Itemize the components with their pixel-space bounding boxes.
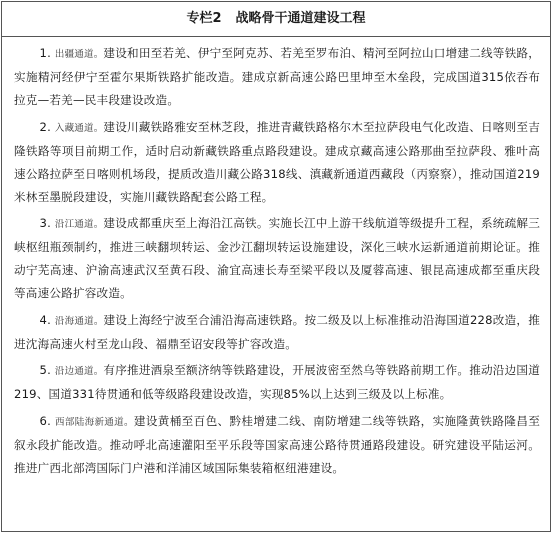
item-text: 建设上海经宁波至合浦沿海高速铁路。按二级及以上标准推动沿海国道228改造，推进沈海高速火村至龙山段、福鼎至诏安段等扩容改造。	[14, 312, 540, 351]
item-text: 建设川藏铁路雅安至林芝段，推进青藏铁路格尔木至拉萨段电气化改造、日喀则至吉隆铁路等项目前期工作，适时启动新藏铁路重点路段建设。建成京藏高速公路那曲至拉萨段、雅叶高速公路拉萨至日喀则机场段，提质改造川藏公路318线、滇藏新通道西藏段（丙察察），推动国道219米林至墨脱段建设，实施川藏铁路配套公路工程。	[14, 119, 540, 204]
item-index: 6.	[39, 413, 51, 428]
column-content	[2, 37, 550, 480]
item-text: 建设成都重庆至上海沿江高铁。实施长江中上游干线航道等级提升工程，系统疏解三峡枢纽瓶颈制约，推进三峡翻坝转运、金沙江翻坝转运设施建设，深化三峡水运新通道前期论证。推动宁芜高速、沪渝高速武汉至黄石段、渝宜高速长寿至梁平段以及厦蓉高速、银昆高速成都至重庆段等高速公路扩容改造。	[14, 216, 540, 300]
item-1	[14, 42, 540, 112]
item-4	[14, 309, 540, 356]
item-6	[14, 410, 540, 480]
item-label: 沿海通道。	[54, 315, 104, 327]
item-index: 3.	[39, 216, 51, 230]
item-label: 入藏通道。	[54, 122, 104, 134]
item-label: 出疆通道。	[54, 49, 104, 60]
item-index: 2.	[39, 119, 51, 134]
item-2	[14, 116, 540, 209]
item-3	[14, 212, 540, 305]
column-number: 专栏2	[186, 11, 222, 26]
item-text: 建设黄桶至百色、黔桂增建二线、南防增建二线等铁路，实施隆黄铁路隆昌至叙永段扩能改造。推动呼北高速灌阳至平乐段等国家高速公路待贯通路段建设。研究建设平陆运河。推进广西北部湾国际门户港和洋浦区域国际集装箱枢纽港建设。	[14, 413, 540, 475]
column-box	[1, 1, 551, 532]
item-text: 有序推进酒泉至额济纳等铁路建设，开展波密至然乌等铁路前期工作。推动沿边国道219、国道331待贯通和低等级路段建设改造，实现85%以上达到三级及以上标准。	[14, 363, 540, 401]
item-index: 1.	[39, 46, 51, 60]
item-label: 西部陆海新通道。	[55, 416, 134, 428]
item-label: 沿边通道。	[54, 366, 104, 377]
item-text: 建设和田至若羌、伊宁至阿克苏、若羌至罗布泊、精河至阿拉山口增建二线等铁路，实施精河经伊宁至霍尔果斯铁路扩能改造。建成京新高速公路巴里坤至木垒段，完成国道315依吞布拉克—若羌—民丰段建设改造。	[14, 46, 540, 107]
item-label: 沿江通道。	[54, 219, 104, 230]
item-index: 4.	[39, 312, 51, 327]
column-title: 战略骨干通道建设工程	[235, 11, 366, 26]
item-5	[14, 359, 540, 406]
column-header	[2, 2, 550, 37]
item-index: 5.	[39, 363, 51, 377]
